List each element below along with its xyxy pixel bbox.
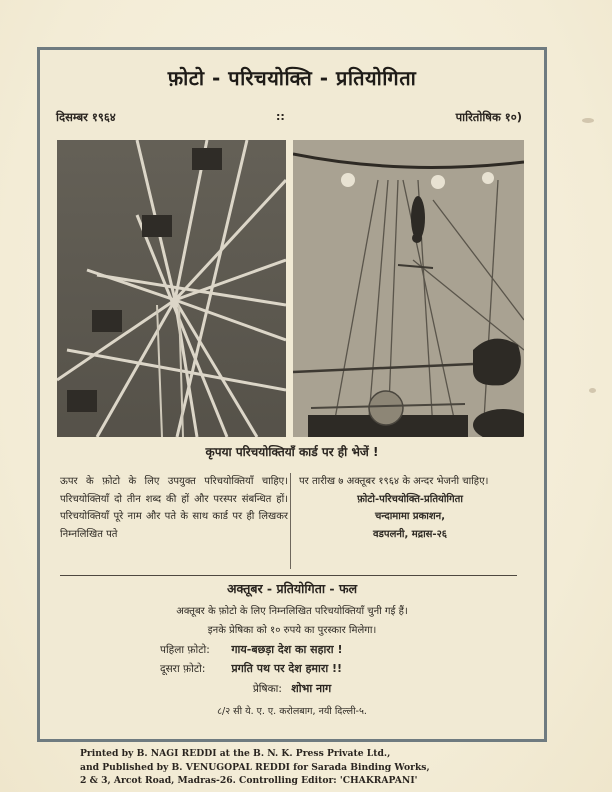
instructions-left-column: ऊपर के फ़ोटो के लिए उपयुक्त परिचयोक्तियाँ चाहिए। परिचयोक्तियाँ दो तीन शब्द की हों और परस्पर संबन्धित हों। परिचयोक्तियाँ पूरे नाम और पते के साथ कार्ड पर ही लिखकर निम्नलिखित पते xyxy=(60,476,288,540)
ink-smudge xyxy=(589,388,596,393)
sender-label: प्रेषिका: xyxy=(252,683,282,695)
caption-text: गाय-बछड़ा देश का सहारा ! xyxy=(231,643,343,656)
caption-label: दूसरा फ़ोटो: xyxy=(160,663,206,675)
caption-text: प्रगति पथ पर देश हमारा !! xyxy=(231,662,343,675)
sender-name: शोभा नाग xyxy=(291,682,332,695)
imprint-line: 2 & 3, Arcot Road, Madras-26. Controlling Editor: 'CHAKRAPANI' xyxy=(80,775,418,786)
imprint-line: Printed by B. NAGI REDDI at the B. N. K. Press Private Ltd., xyxy=(80,748,391,759)
winner xyxy=(40,681,544,696)
photo-ferris-wheel xyxy=(57,140,286,437)
printer-imprint xyxy=(80,747,520,788)
ink-smudge xyxy=(582,118,594,123)
address-line: चन्दामामा प्रकाशन, xyxy=(374,511,446,523)
deadline-text: पर तारीख ७ अक्तूबर १९६४ के अन्दर भेजनी चाहिए। xyxy=(299,476,489,487)
winning-caption xyxy=(160,642,342,657)
instructions-heading: कृपया परिचयोक्तियाँ कार्ड पर ही भेजें ! xyxy=(205,445,379,459)
photo-trapeze xyxy=(293,140,524,437)
section-divider xyxy=(60,575,517,576)
imprint-line: and Published by B. VENUGOPAL REDDI for Sarada Binding Works, xyxy=(80,761,430,773)
caption-label: पहिला फ़ोटो: xyxy=(160,644,210,656)
instructions-right-column xyxy=(299,473,521,543)
issue-date: दिसम्बर १९६४ xyxy=(56,110,116,124)
ferris-wheel-image xyxy=(57,140,286,437)
results-title: अक्तूबर - प्रतियोगिता - फल xyxy=(226,581,358,596)
address-line: फ़ोटो-परिचयोक्ति-प्रतियोगिता xyxy=(357,493,463,505)
results-line: अक्तूबर के फ़ोटो के लिए निम्नलिखित परिचयोक्तियाँ चुनी गई हैं। xyxy=(176,606,408,617)
winning-caption xyxy=(160,661,342,676)
header-separator: :: xyxy=(276,110,285,123)
address-line: वडपलनी, मद्रास-२६ xyxy=(373,528,447,540)
trapeze-image xyxy=(293,140,524,437)
contest-title: फ़ोटो - परिचयोक्ति - प्रतियोगिता xyxy=(167,66,417,90)
results-line: इनके प्रेषिका को १० रुपये का पुरस्कार मिलेगा। xyxy=(207,625,377,636)
contest-frame xyxy=(37,47,547,742)
column-divider xyxy=(290,473,291,569)
prize-amount: पारितोषिक १०) xyxy=(455,110,522,124)
sender-address: ८/२ सी ये. ए. ए. करोलबाग, नयी दिल्ली-५. xyxy=(217,706,367,717)
